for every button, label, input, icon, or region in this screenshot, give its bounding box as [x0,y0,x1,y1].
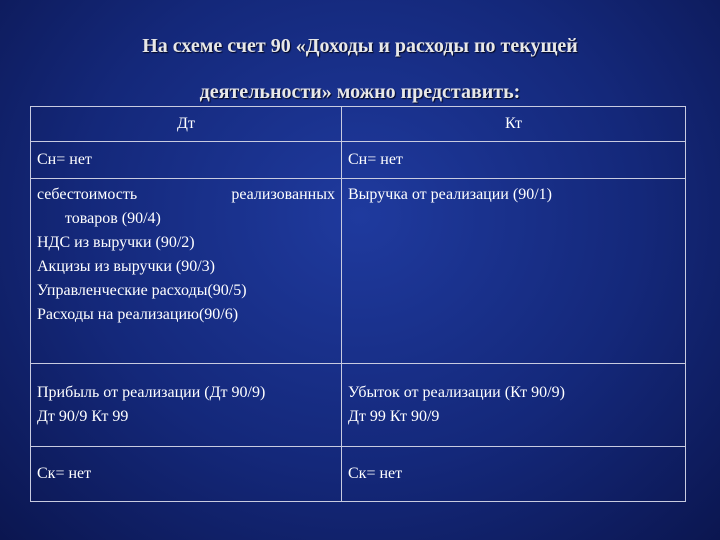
debit-entry-excise: Акцизы из выручки (90/3) [37,258,215,275]
debit-entry-vat: НДС из выручки (90/2) [37,234,195,251]
title-line-1: На схеме счет 90 «Доходы и расходы по текущей [142,35,578,57]
table-row-opening [31,142,686,179]
debit-entries [31,179,342,364]
debit-entry-admin: Управленческие расходы(90/5) [37,282,247,299]
table-row-result [31,364,686,447]
debit-header: Дт [31,107,342,142]
loss-label: Убыток от реализации (Кт 90/9) [348,384,565,401]
table-row-entries [31,179,686,364]
credit-opening-balance: Сн= нет [342,142,686,179]
credit-closing-balance: Ск= нет [342,447,686,502]
debit-result [31,364,342,447]
debit-entry-cost-word2: реализованных [231,186,335,203]
debit-opening-balance: Сн= нет [31,142,342,179]
credit-entries [342,179,686,364]
credit-header: Кт [342,107,686,142]
loss-posting: Дт 99 Кт 90/9 [348,408,440,425]
table-row-closing [31,447,686,502]
account-90-table [30,106,686,502]
credit-result [342,364,686,447]
profit-label: Прибыль от реализации (Дт 90/9) [37,384,266,401]
slide-title [0,28,720,108]
debit-entry-cost-word1: себестоимость [37,186,138,203]
table-row-header [31,107,686,142]
debit-entry-cost-cont: товаров (90/4) [65,210,161,227]
debit-entry-cost [37,183,335,207]
credit-entry-revenue: Выручка от реализации (90/1) [348,186,552,203]
title-line-2: деятельности» можно представить: [199,81,521,103]
debit-entry-selling: Расходы на реализацию(90/6) [37,306,239,323]
debit-closing-balance: Ск= нет [31,447,342,502]
profit-posting: Дт 90/9 Кт 99 [37,408,129,425]
